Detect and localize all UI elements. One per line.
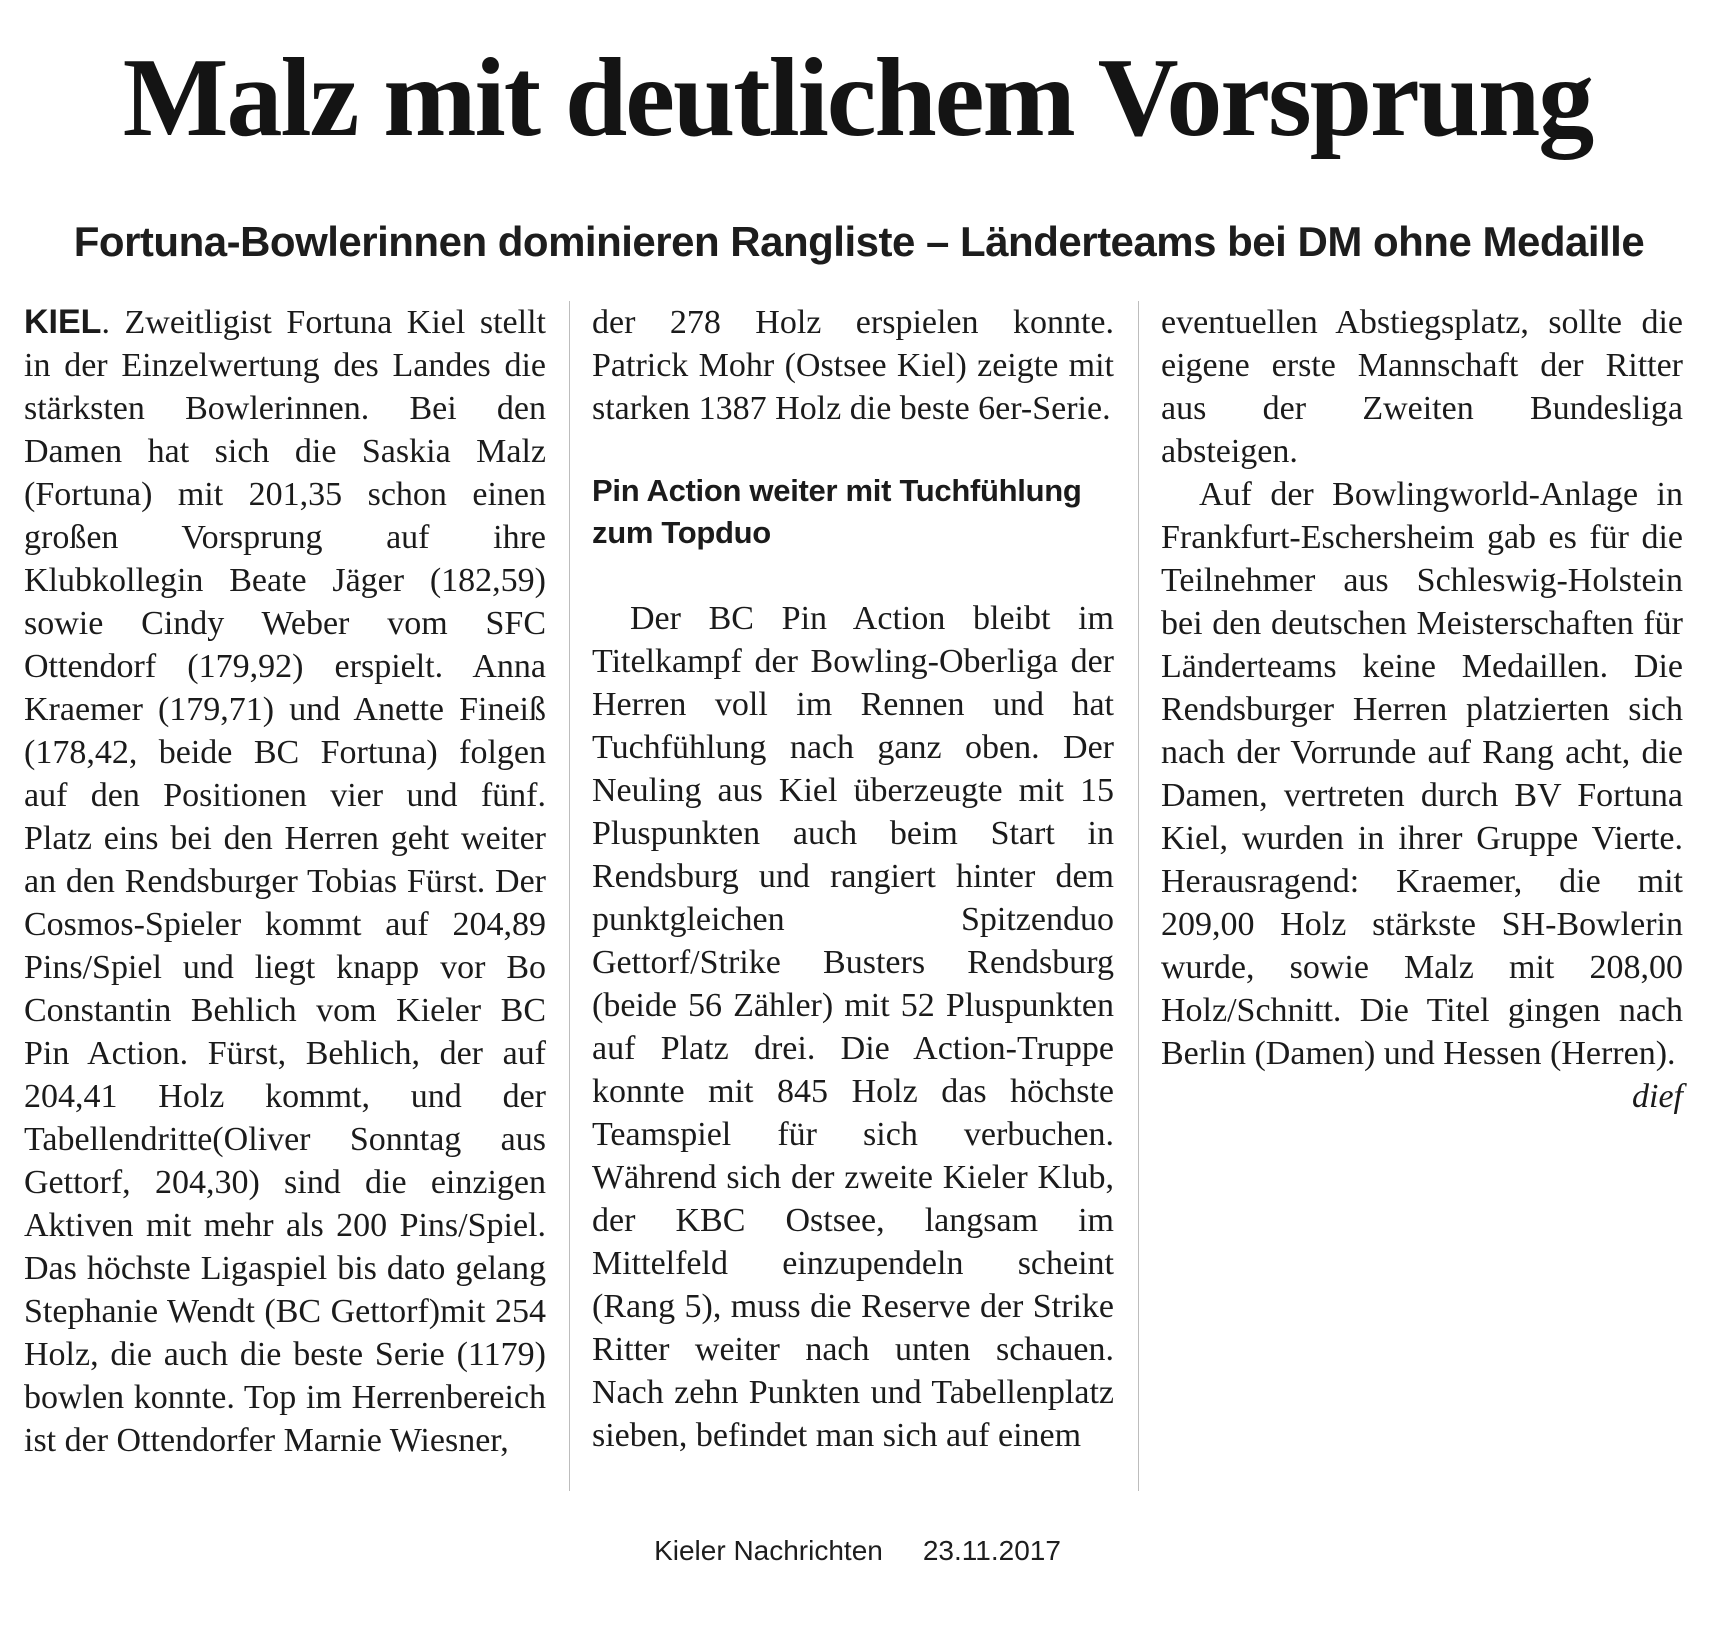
headline: Malz mit deutlichem Vorsprung <box>122 36 1593 160</box>
column-divider <box>569 301 570 1491</box>
article-column-1 <box>24 301 546 1462</box>
paragraph-dm-text: Auf der Bowlingworld-Anlage in Frankfurt-Eschersheim gab es für die Teilnehmer aus Schleswig-Holstein bei den deutschen Meisterschaften für Länderteams keine Medaillen. Die Rendsburger Herren platzierten sich nach der Vorrunde auf Rang acht, die Damen, vertreten durch BV Fortuna Kiel, wurden in ihrer Gruppe Vierte. Herausragend: Kraemer, die mit 209,00 Holz stärkste SH-Bowlerin wurde, sowie Malz mit 208,00 Holz/Schnitt. Die Titel gingen nach Berlin (Damen) und Hessen (Herren). <box>1161 476 1683 1072</box>
author-signature: dief <box>1632 1078 1683 1115</box>
publication-date: 23.11.2017 <box>922 1535 1061 1566</box>
paragraph-intro-continued-text: der 278 Holz erspielen konnte. Patrick Mohr (Ostsee Kiel) zeigte mit starken 1387 Holz die beste 6er-Serie. <box>592 304 1114 427</box>
article-column-3 <box>1161 301 1683 1118</box>
paragraph-intro-continued <box>592 301 1114 430</box>
article-column-2 <box>592 301 1114 1457</box>
paragraph-pin-action-continued-text: eventuellen Abstiegsplatz, sollte die eigene erste Mannschaft der Ritter aus der Zweiten Bundesliga absteigen. <box>1161 304 1683 470</box>
paragraph-intro <box>24 301 546 1462</box>
subheadline: Fortuna-Bowlerinnen dominieren Rangliste – Länderteams bei DM ohne Medaille <box>73 218 1645 265</box>
dateline: KIEL <box>24 303 102 341</box>
column-divider <box>1138 301 1139 1491</box>
source-line <box>0 1533 1715 1569</box>
paragraph-pin-action: Der BC Pin Action bleibt im Titelkampf der Bowling-Oberliga der Herren voll im Rennen und hat Tuchfühlung nach ganz oben. Der Neuling aus Kiel überzeugte mit 15 Pluspunkten auch beim Start in Rendsburg und rangiert hinter dem punktgleichen Spitzenduo Gettorf/Strike Busters Rendsburg (beide 56 Zähler) mit 52 Pluspunkten auf Platz drei. Die Action-Truppe konnte mit 845 Holz das höchste Teamspiel für sich verbuchen. Während sich der zweite Kieler Klub, der KBC Ostsee, langsam im Mittelfeld einzupendeln scheint (Rang 5), muss die Reserve der Strike Ritter weiter nach unten schauen. Nach zehn Punkten und Tabellenplatz sieben, befindet man sich auf einem <box>592 600 1114 1454</box>
publication-name: Kieler Nachrichten <box>654 1535 883 1566</box>
paragraph-pin-action-continued <box>1161 301 1683 473</box>
paragraph-dm <box>1161 473 1683 1115</box>
section-subhead: Pin Action weiter mit Tuchfühlung zum Topduo <box>592 473 1082 550</box>
article-body <box>24 301 1684 1491</box>
paragraph-intro-text: . Zweitligist Fortuna Kiel stellt in der Einzelwertung des Landes die stärksten Bowlerinnen. Bei den Damen hat sich die Saskia Malz (Fortuna) mit 201,35 schon einen großen Vorsprung auf ihre Klubkollegin Beate Jäger (182,59) sowie Cindy Weber vom SFC Ottendorf (179,92) erspielt. Anna Kraemer (179,71) und Anette Fineiß (178,42, beide BC Fortuna) folgen auf den Positionen vier und fünf. Platz eins bei den Herren geht weiter an den Rendsburger Tobias Fürst. Der Cosmos-Spieler kommt auf 204,89 Pins/Spiel und liegt knapp vor Bo Constantin Behlich vom Kieler BC Pin Action. Fürst, Behlich, der auf 204,41 Holz kommt, und der Tabellendritte(Oliver Sonntag aus Gettorf, 204,30) sind die einzigen Aktiven mit mehr als 200 Pins/Spiel. Das höchste Ligaspiel bis dato gelang Stephanie Wendt (BC Gettorf)mit 254 Holz, die auch die beste Serie (1179) bowlen konnte. Top im Herrenbereich ist der Ottendorfer Marnie Wiesner, <box>24 304 546 1459</box>
